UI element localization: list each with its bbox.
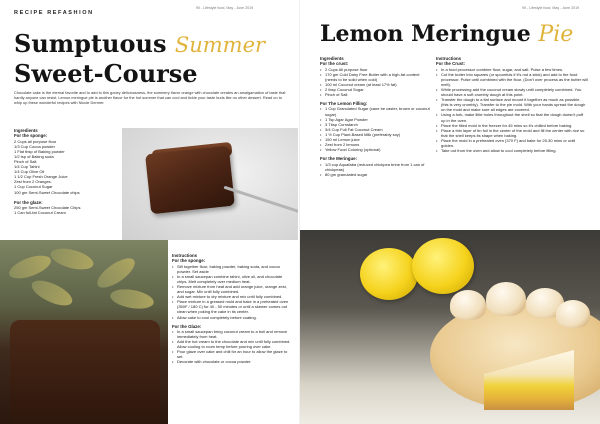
instructions-heading: Instructions [436,56,462,61]
instr-crust-heading: For the Crust: [436,61,466,67]
list-item: • In a food processor combine flour, sugar, and salt. Pulse a few times. [436,67,588,72]
cake-instructions [172,253,292,365]
list-item: • 2 Cups All purpose flour [320,67,432,72]
meringue-peak [450,290,486,320]
fork-shape [223,186,298,214]
ingredients-heading: Ingredients [14,128,38,133]
list-item: • Zest from 2 lemons [320,142,432,147]
list-item: • 170 gm Cold Dairy Free Butter with a high-fat content (needs to be solid when cold) [320,72,432,82]
title-script-summer: Summer [174,33,266,57]
list-item: 250 gm Semi-Sweet Chocolate Chips [14,204,81,210]
instructions-heading: Instructions [172,253,198,258]
cake-slice-photo [122,128,298,240]
section-label: RECIPE REFASHION [14,10,94,16]
title-sumptuous [14,30,265,59]
list-item: 1 Can full-fat Coconut Cream [14,210,66,216]
list-item: • Add wet mixture to dry mixture and mix until fully combined. [172,294,292,299]
list-item: • Using a fork, make little holes throughout the shell so that the dough doesn't puff up in the oven. [436,112,588,122]
list-item: • In a small saucepan bring coconut cream to a boil and remove immediately from heat. [172,329,292,339]
list-item: • 100 ml Coconut cream (at least 17% fat) [320,82,432,87]
list-item: • Sift together flour, baking powder, baking soda, and cocoa powder. Set aside [172,264,292,274]
cake-ingredients [14,128,119,215]
list-item: 1 Cup Coconut Sugar [14,184,53,190]
list-item: • 1 Tsp Agar Agar Powder [320,117,432,122]
list-item: • Place mixture in a greased mold and bake in a preheated oven (350F / 180 C) for 40 - 50 minutes or until a skewer comes out clean when poking the cake in its center. [172,299,292,314]
list-item: 1/3 Cup Cocoa powder [14,143,55,149]
list-item: • While processing add the coconut cream slowly until completely combined. You should have a soft crumbly dough at this point. [436,87,588,97]
leaf-decoration [109,286,155,311]
filling-heading: For The Lemon Filling: [320,101,368,107]
ingredients-heading: Ingredients [320,56,344,61]
list-item: • 1/3 cup Aquafaba (reduced chickpea brine from 1 can of chickpeas) [320,162,432,172]
meringue-peak [486,282,526,316]
list-item: • 1 ½ Cup Plant-Based Milk (preferably soy) [320,132,432,137]
list-item: • Place a thin layer of tin foil in the center of the mold and fill the center with rice so that the shell keeps its shape when baking. [436,128,588,138]
pie-ingredients [320,56,432,177]
list-item: 2 Cups all purpose flour [14,138,57,144]
pie-instructions [436,56,588,153]
title-line1: Sumptuous [14,29,167,58]
list-item: Pinch of Salt [14,158,37,164]
meringue-peak [556,300,590,328]
leaf-decoration [6,251,54,283]
list-item: • 2 tbsp Coconut Sugar [320,87,432,92]
list-item: • Add the hot cream to the chocolate and mix until fully combined. Allow cooling to room temp before pouring over cake. [172,339,292,349]
title-lemon-meringue [320,20,573,49]
left-folio: 90 - Lifestyle food, May - June 2019 [196,6,254,10]
list-item: • Take out from the oven and allow to cool completely before filling. [436,148,588,153]
cake-body-shape [10,320,160,424]
list-item: • 3 Tbsp Cornstarch [320,122,432,127]
list-item: 1 Flat tbsp of Baking powder [14,148,65,154]
leaf-decoration [28,276,75,311]
list-item: • Pour glaze over cake and chill for an hour to allow the glaze to set. [172,349,292,359]
crust-heading: For the crust: [320,61,349,67]
list-item: • Allow cake to cool completely before coating. [172,315,292,320]
list-item: Zest from 2 Oranges. [14,179,52,185]
list-item: • In a small saucepan combine tahini, olive oil, and chocolate chips. Melt completely over medium heat. [172,274,292,284]
instr-sponge-heading: For the sponge: [172,258,206,264]
list-item: • Yellow Food Coloring (optional) [320,147,432,152]
list-item: 1/4 Cup Tahini [14,164,40,170]
glaze-heading: For the glaze: [14,199,43,205]
list-item: 1/2 tsp of Baking soda [14,153,54,159]
lemon-shape [412,238,474,294]
list-item: • Cut the butter into squares (or spoonfuls if it's not a stick) and add to the food processor. Pulse until combined with the flour. (Don't over process as the butter will melt). [436,72,588,87]
list-item: • 3/4 Cup Full Fat Coconut Cream [320,127,432,132]
sponge-heading: For the sponge: [14,133,48,139]
list-item: • Decorate with chocolate or cocoa powder. [172,359,292,364]
cake-slice-shape [145,146,235,214]
list-item: • Place the filled mold in the freezer for 45 mins so it's chilled before baking. [436,123,588,128]
list-item: • 80 gm granulated sugar [320,172,432,177]
right-page [300,0,600,424]
instr-glaze-heading: For the Glaze: [172,323,202,329]
lemon-shape [360,248,418,300]
title-line2: Sweet-Course [14,59,198,88]
list-item: • 150 ml Lemon juice [320,137,432,142]
glazed-cake-photo [0,240,168,424]
list-item: • Remove mixture from heat and add orange juice, orange zest, and sugar. Mix until fully combined. [172,284,292,294]
list-item: 1/4 Cup Olive Oil [14,169,45,175]
list-item: 1 1/2 Cup Fresh Orange Juice [14,174,68,180]
title-script-pie: Pie [538,22,574,47]
right-folio: 90 - Lifestyle food, May - June 2019 [522,6,580,10]
title-main: Lemon Meringue [320,21,531,47]
lemon-meringue-photo [300,230,600,424]
intro-paragraph: Chocolate cake is the eternal favorite and to add to this gooey deliciousness, the summery flavor orange with chocolate creates an amalgamation of taste that hardly anyone can resist. Lemon meringue pie is another flavor for the hot summer that can cool and tickle your taste buds like no other dessert. Read on to whip up these wonderful recipes with Nicole Dermer. [14,90,286,106]
list-item: • Pinch of Salt [320,92,432,97]
meringue-heading: For the Meringue: [320,156,358,162]
list-item: • Place the mold in a preheated oven (370 F) and bake for 25-30 mins or until golden. [436,138,588,148]
list-item: • Transfer the dough to a flat surface and mount it together as much as possible. (this is very crumbly). Transfer to the pie mold. With your hands spread the dough on the mold and make sure all edges are covered. [436,97,588,112]
list-item: 100 gm Semi-Sweet Chocolate chips [14,189,80,195]
leaf-decoration [48,245,95,274]
list-item: • 1 Cup Granulated Sugar (cane be caster, brown or coconut sugar) [320,106,432,116]
leaf-decoration [93,253,139,293]
